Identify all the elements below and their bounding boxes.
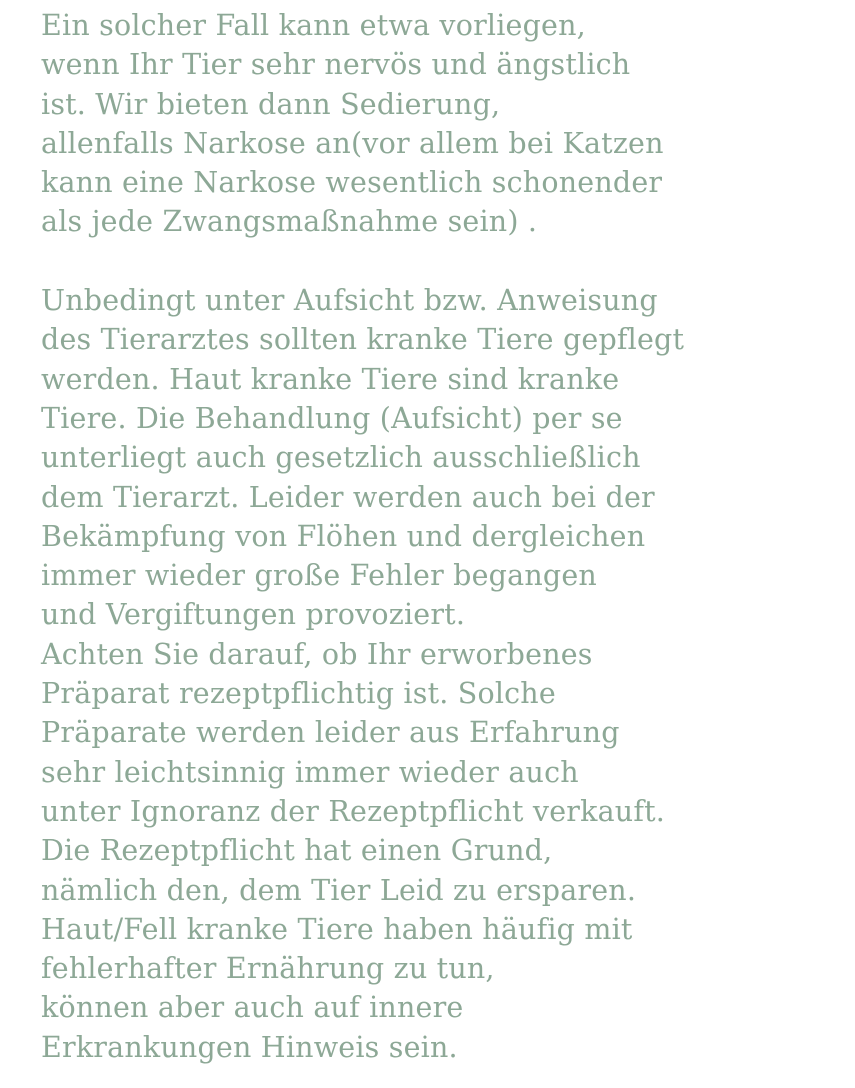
text-line: fehlerhafter Ernährung zu tun, [41,952,495,986]
text-line: als jede Zwangsmaßnahme sein) . [41,205,538,239]
text-line: Präparat rezeptpflichtig ist. Solche [41,677,556,711]
text-line: Ein solcher Fall kann etwa vorliegen, [41,9,586,42]
body-text [41,6,851,1067]
paragraph-gap [41,242,851,281]
text-line: unterliegt auch gesetzlich ausschließlich [41,441,641,475]
text-line: Achten Sie darauf, ob Ihr erworbenes [41,637,593,671]
text-line: ist. Wir bieten dann Sedierung, [41,87,501,121]
text-line: nämlich den, dem Tier Leid zu ersparen. [41,873,637,907]
text-line: allenfalls Narkose an(vor allem bei Katzen [41,126,664,160]
text-line: werden. Haut kranke Tiere sind kranke [41,362,620,396]
paragraph-supervision [41,281,851,1067]
text-line: Erkrankungen Hinweis sein. [41,1030,458,1064]
text-line: und Vergiftungen provoziert. [41,598,466,632]
text-line: dem Tierarzt. Leider werden auch bei der [41,480,655,514]
text-line: Unbedingt unter Aufsicht bzw. Anweisung [41,284,658,318]
text-line: kann eine Narkose wesentlich schonender [41,166,663,200]
text-line: des Tierarztes sollten kranke Tiere gepflegt [41,323,685,357]
paragraph-sedation [41,6,851,242]
text-line: sehr leichtsinnig immer wieder auch [41,755,579,789]
text-line: Tiere. Die Behandlung (Aufsicht) per se [41,401,623,435]
text-line: immer wieder große Fehler begangen [41,559,597,593]
text-line: wenn Ihr Tier sehr nervös und ängstlich [41,48,631,82]
text-line: unter Ignoranz der Rezeptpflicht verkauft. [41,794,665,828]
text-line: können aber auch auf innere [41,991,464,1025]
text-line: Die Rezeptpflicht hat einen Grund, [41,834,553,868]
text-line: Präparate werden leider aus Erfahrung [41,716,620,750]
text-line: Haut/Fell kranke Tiere haben häufig mit [41,912,633,946]
text-line: Bekämpfung von Flöhen und dergleichen [41,519,646,553]
